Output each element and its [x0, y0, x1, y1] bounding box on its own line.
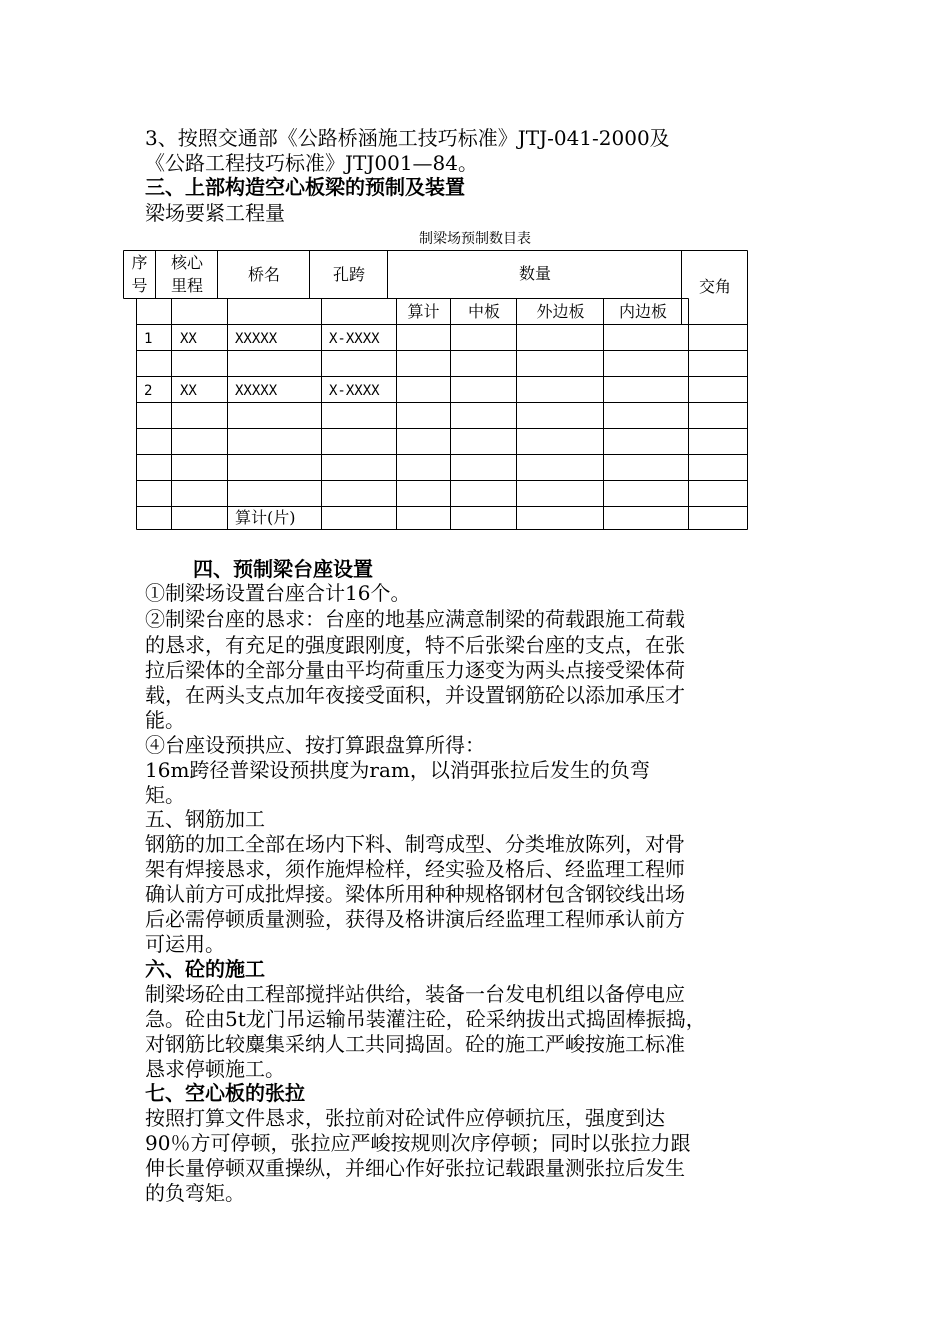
section4-line-2: ②制梁台座的恳求：台座的地基应满意制梁的荷载跟施工荷载	[145, 607, 685, 631]
header-seq-2: 号	[131, 276, 148, 295]
section7-line-3: 伸长量停顿双重操纵，并细心作好张拉记载跟量测张拉后发生	[145, 1156, 685, 1180]
row-1-seq: 1	[144, 331, 153, 347]
header-seq-1: 序	[131, 253, 148, 272]
section4-heading: 四、预制梁台座设置	[193, 557, 373, 581]
row-1-bridge: XXXXX	[235, 331, 278, 347]
section5-line-2: 架有焊接恳求，须作施焊检样，经实验及格后、经监理工程师	[145, 857, 685, 881]
header-span: 孔跨	[332, 265, 365, 284]
section7-line-2: 90％方可停顿，张拉应严峻按规则次序停顿；同时以张拉力跟	[145, 1131, 691, 1155]
section7-heading: 七、空心板的张拉	[145, 1081, 305, 1105]
table-caption: 制梁场预制数目表	[419, 231, 531, 247]
section6-line-1: 制梁场砼由工程部搅拌站供给，装备一台发电机组以备停电应	[145, 982, 685, 1006]
section4-line-4: 拉后梁体的全部分量由平均荷重压力逐变为两头点接受梁体荷	[145, 658, 685, 682]
section5-line-3: 确认前方可成批焊接。梁体所用种种规格钢材包含钢铰线出场	[145, 882, 685, 906]
section5-heading: 五、钢筋加工	[145, 807, 265, 831]
section7-line-4: 的负弯矩。	[145, 1181, 245, 1205]
section5-line-5: 可运用。	[145, 932, 225, 956]
row-2-span: X-XXXX	[329, 383, 380, 399]
subheader-inner-plate: 内边板	[618, 302, 667, 321]
row-2-seq: 2	[144, 383, 153, 399]
intro-line-1: 3、按照交通部《公路桥涵施工技巧标准》JTJ-041-2000及	[145, 126, 670, 150]
section6-heading: 六、砼的施工	[145, 957, 265, 981]
section4-line-3: 的恳求，有充足的强度跟刚度，特不后张梁台座的支点，在张	[145, 633, 685, 657]
subheader-total: 算计	[407, 302, 440, 321]
section6-line-3: 对钢筋比较麋集采纳人工共同捣固。砼的施工严峻按施工标准	[145, 1032, 685, 1056]
intro-line-2: 《公路工程技巧标准》JTJ001—84。	[145, 151, 478, 175]
row-2-bridge: XXXXX	[235, 383, 278, 399]
section4-line-1: ①制梁场设置台座合计16个。	[145, 581, 411, 605]
header-core-1: 核心	[170, 253, 203, 272]
subheader-outer-plate: 外边板	[536, 302, 585, 321]
row-2-core: XX	[180, 383, 197, 399]
header-quantity: 数量	[518, 264, 551, 283]
subheader-middle-plate: 中板	[467, 302, 500, 321]
section4-line-9: 矩。	[145, 783, 185, 807]
section4-line-5: 载，在两头支点加年夜接受面积，并设置钢筋砼以添加承压才	[145, 683, 685, 707]
section6-line-4: 恳求停顿施工。	[145, 1057, 285, 1081]
row-1-core: XX	[180, 331, 197, 347]
section6-line-2: 急。砼由5t龙门吊运输吊装灌注砼，砼采纳拔出式捣固棒振捣，	[145, 1007, 706, 1031]
section4-line-6: 能。	[145, 708, 185, 732]
section5-line-4: 后必需停顿质量测验，获得及格讲演后经监理工程师承认前方	[145, 907, 685, 931]
section7-line-1: 按照打算文件恳求，张拉前对砼试件应停顿抗压，强度到达	[145, 1106, 665, 1130]
header-angle: 交角	[698, 277, 731, 296]
section4-line-8: 16m跨径普梁设预拱度为ram，以消弭张拉后发生的负弯	[145, 758, 650, 782]
header-bridge: 桥名	[247, 265, 280, 284]
precast-quantity-table	[123, 250, 748, 530]
section3-subtitle: 梁场要紧工程量	[145, 201, 285, 225]
section3-heading: 三、上部构造空心板梁的预制及装置	[145, 175, 465, 199]
section5-line-1: 钢筋的加工全部在场内下料、制弯成型、分类堆放陈列，对骨	[145, 832, 685, 856]
row-1-span: X-XXXX	[329, 331, 380, 347]
total-label: 算计(片)	[235, 508, 296, 527]
section4-line-7: ④台座设预拱应、按打算跟盘算所得：	[145, 733, 485, 757]
header-core-2: 里程	[170, 276, 203, 295]
